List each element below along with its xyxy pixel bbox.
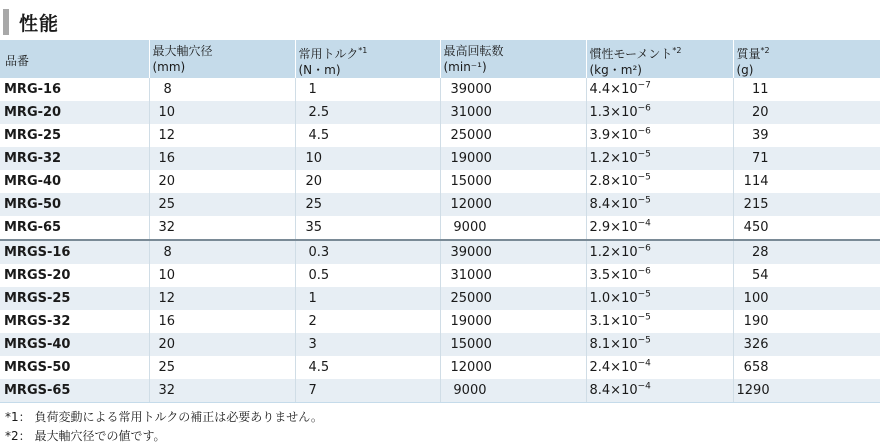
table-row bbox=[0, 216, 880, 240]
cell-part: MRGS-40 bbox=[0, 333, 149, 356]
cell-speed: 25000 bbox=[440, 287, 586, 310]
cell-bore: 16 bbox=[149, 310, 295, 333]
header-inertia: 慣性モーメント$^{*2}$ (kg・m²) bbox=[586, 40, 733, 78]
cell-mass: 326 bbox=[733, 333, 880, 356]
cell-torque: 0.5 bbox=[295, 264, 440, 287]
cell-inertia: $2.8\times 10^{-5}$ bbox=[586, 170, 733, 193]
cell-mass: 100 bbox=[733, 287, 880, 310]
cell-part: MRG-32 bbox=[0, 147, 149, 170]
cell-bore: 8 bbox=[149, 240, 295, 264]
cell-torque: 1 bbox=[295, 287, 440, 310]
cell-speed: 12000 bbox=[440, 193, 586, 216]
cell-mass: 1290 bbox=[733, 379, 880, 403]
cell-bore: 8 bbox=[149, 78, 295, 101]
cell-bore: 25 bbox=[149, 356, 295, 379]
cell-inertia: $2.9\times 10^{-4}$ bbox=[586, 216, 733, 240]
cell-bore: 20 bbox=[149, 333, 295, 356]
cell-inertia: $1.2\times 10^{-6}$ bbox=[586, 240, 733, 264]
page-title: 性能 bbox=[19, 12, 60, 35]
cell-bore: 25 bbox=[149, 193, 295, 216]
cell-speed: 31000 bbox=[440, 101, 586, 124]
table-row bbox=[0, 356, 880, 379]
table-row bbox=[0, 333, 880, 356]
cell-torque: 2.5 bbox=[295, 101, 440, 124]
table-row bbox=[0, 124, 880, 147]
footnotes bbox=[5, 408, 323, 446]
table-row bbox=[0, 193, 880, 216]
header-speed: 最高回転数 (min⁻¹) bbox=[440, 40, 586, 78]
cell-part: MRG-25 bbox=[0, 124, 149, 147]
table-row bbox=[0, 147, 880, 170]
table-row bbox=[0, 101, 880, 124]
cell-part: MRG-16 bbox=[0, 78, 149, 101]
table-row bbox=[0, 310, 880, 333]
cell-torque: 0.3 bbox=[295, 240, 440, 264]
cell-part: MRGS-65 bbox=[0, 379, 149, 403]
cell-mass: 658 bbox=[733, 356, 880, 379]
cell-mass: 20 bbox=[733, 101, 880, 124]
cell-speed: 19000 bbox=[440, 310, 586, 333]
cell-torque: 20 bbox=[295, 170, 440, 193]
table-row bbox=[0, 287, 880, 310]
table-row bbox=[0, 379, 880, 403]
cell-inertia: $8.4\times 10^{-5}$ bbox=[586, 193, 733, 216]
cell-inertia: $1.0\times 10^{-5}$ bbox=[586, 287, 733, 310]
cell-mass: 39 bbox=[733, 124, 880, 147]
cell-bore: 12 bbox=[149, 124, 295, 147]
cell-bore: 16 bbox=[149, 147, 295, 170]
cell-bore: 20 bbox=[149, 170, 295, 193]
performance-table bbox=[0, 40, 880, 403]
table-row bbox=[0, 170, 880, 193]
cell-torque: 2 bbox=[295, 310, 440, 333]
cell-inertia: $8.4\times 10^{-4}$ bbox=[586, 379, 733, 403]
cell-inertia: $8.1\times 10^{-5}$ bbox=[586, 333, 733, 356]
cell-bore: 10 bbox=[149, 264, 295, 287]
cell-speed: 15000 bbox=[440, 170, 586, 193]
cell-speed: 39000 bbox=[440, 78, 586, 101]
cell-speed: 9000 bbox=[440, 379, 586, 403]
cell-inertia: $1.2\times 10^{-5}$ bbox=[586, 147, 733, 170]
cell-torque: 4.5 bbox=[295, 356, 440, 379]
table-row bbox=[0, 264, 880, 287]
cell-mass: 54 bbox=[733, 264, 880, 287]
cell-torque: 10 bbox=[295, 147, 440, 170]
cell-speed: 19000 bbox=[440, 147, 586, 170]
heading-accent-bar bbox=[3, 9, 9, 35]
cell-bore: 32 bbox=[149, 216, 295, 240]
table-row bbox=[0, 240, 880, 264]
cell-mass: 215 bbox=[733, 193, 880, 216]
cell-speed: 25000 bbox=[440, 124, 586, 147]
cell-part: MRGS-16 bbox=[0, 240, 149, 264]
footnote-1: *1： 負荷変動による常用トルクの補正は必要ありません。 bbox=[5, 410, 323, 424]
cell-bore: 10 bbox=[149, 101, 295, 124]
footnote-2: *2： 最大軸穴径での値です。 bbox=[5, 429, 166, 443]
cell-part: MRGS-32 bbox=[0, 310, 149, 333]
header-mass: 質量$^{*2}$ (g) bbox=[733, 40, 880, 78]
cell-speed: 31000 bbox=[440, 264, 586, 287]
cell-mass: 114 bbox=[733, 170, 880, 193]
cell-speed: 12000 bbox=[440, 356, 586, 379]
cell-bore: 32 bbox=[149, 379, 295, 403]
cell-torque: 25 bbox=[295, 193, 440, 216]
cell-torque: 7 bbox=[295, 379, 440, 403]
cell-mass: 28 bbox=[733, 240, 880, 264]
cell-mass: 71 bbox=[733, 147, 880, 170]
section-heading bbox=[0, 8, 59, 36]
cell-torque: 1 bbox=[295, 78, 440, 101]
table-row bbox=[0, 78, 880, 101]
cell-mass: 11 bbox=[733, 78, 880, 101]
cell-speed: 39000 bbox=[440, 240, 586, 264]
cell-torque: 3 bbox=[295, 333, 440, 356]
cell-part: MRG-40 bbox=[0, 170, 149, 193]
cell-speed: 15000 bbox=[440, 333, 586, 356]
cell-speed: 9000 bbox=[440, 216, 586, 240]
cell-part: MRGS-50 bbox=[0, 356, 149, 379]
cell-inertia: $1.3\times 10^{-6}$ bbox=[586, 101, 733, 124]
cell-torque: 35 bbox=[295, 216, 440, 240]
cell-inertia: $3.9\times 10^{-6}$ bbox=[586, 124, 733, 147]
cell-part: MRGS-25 bbox=[0, 287, 149, 310]
cell-part: MRGS-20 bbox=[0, 264, 149, 287]
cell-inertia: $4.4\times 10^{-7}$ bbox=[586, 78, 733, 101]
cell-inertia: $3.5\times 10^{-6}$ bbox=[586, 264, 733, 287]
cell-part: MRG-50 bbox=[0, 193, 149, 216]
cell-mass: 450 bbox=[733, 216, 880, 240]
header-bore: 最大軸穴径 (mm) bbox=[149, 40, 295, 78]
cell-inertia: $3.1\times 10^{-5}$ bbox=[586, 310, 733, 333]
cell-torque: 4.5 bbox=[295, 124, 440, 147]
cell-part: MRG-20 bbox=[0, 101, 149, 124]
cell-bore: 12 bbox=[149, 287, 295, 310]
header-torque: 常用トルク$^{*1}$ (N・m) bbox=[295, 40, 440, 78]
table-header-row bbox=[0, 40, 880, 78]
header-part: 品番 bbox=[0, 40, 149, 78]
cell-part: MRG-65 bbox=[0, 216, 149, 240]
cell-inertia: $2.4\times 10^{-4}$ bbox=[586, 356, 733, 379]
cell-mass: 190 bbox=[733, 310, 880, 333]
